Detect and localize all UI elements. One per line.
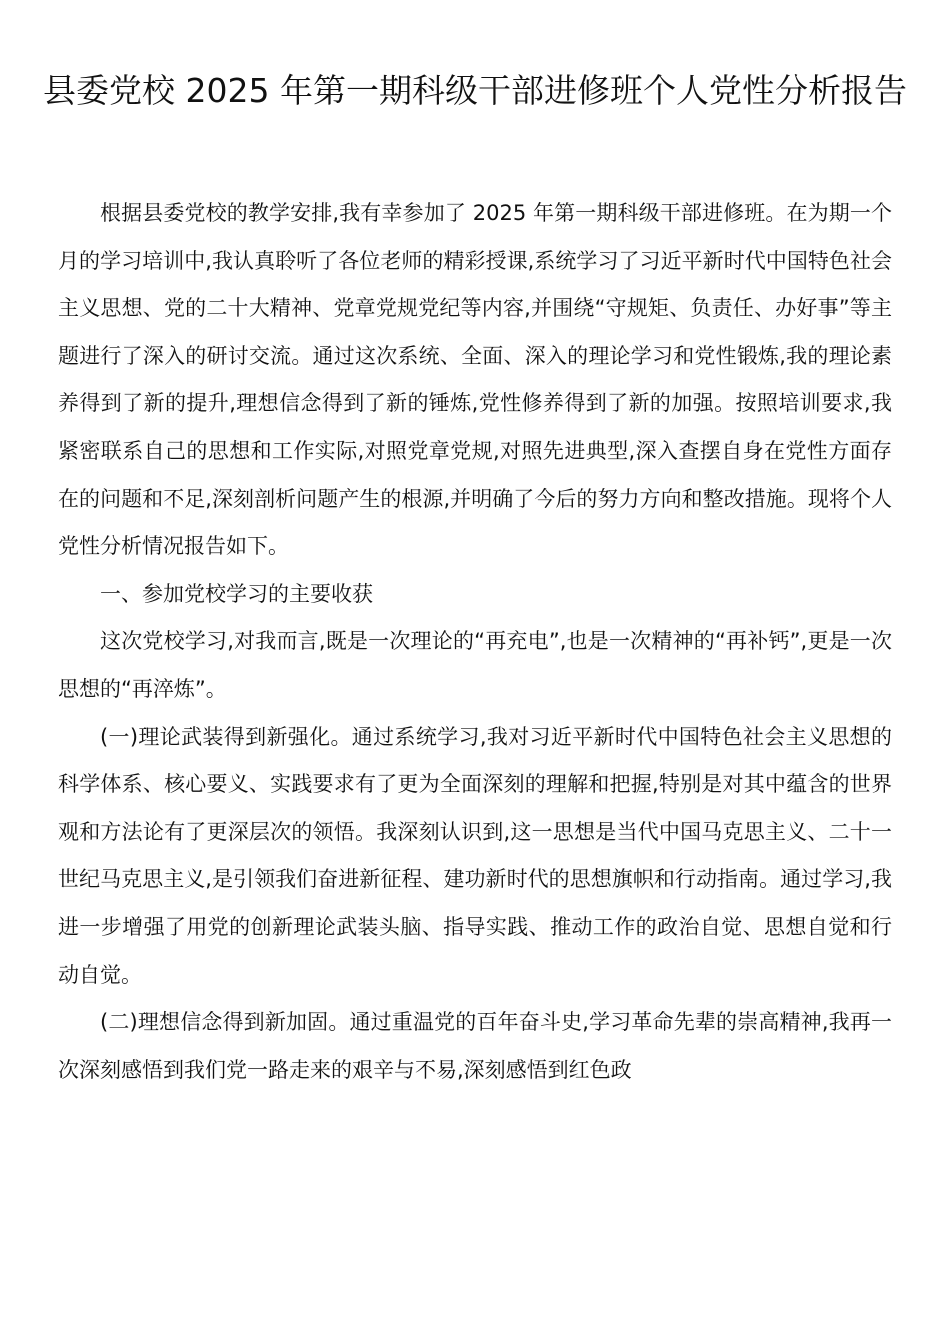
section-intro-paragraph: 这次党校学习,对我而言,既是一次理论的“再充电”,也是一次精神的“再补钙”,更是一次思想的“再淬炼”。 [58,629,892,701]
subsection-belief-paragraph: (二)理想信念得到新加固。通过重温党的百年奋斗史,学习革命先辈的崇高精神,我再一次深刻感悟到我们党一路走来的艰辛与不易,深刻感悟到红色政 [58,1010,892,1082]
document-body [58,190,892,1094]
document-title: 县委党校 2025 年第一期科级干部进修班个人党性分析报告 [43,71,907,110]
subsection-theory-paragraph: (一)理论武装得到新强化。通过系统学习,我对习近平新时代中国特色社会主义思想的科学体系、核心要义、实践要求有了更为全面深刻的理解和把握,特别是对其中蕴含的世界观和方法论有了更深层次的领悟。我深刻认识到,这一思想是当代中国马克思主义、二十一世纪马克思主义,是引领我们奋进新征程、建功新时代的思想旗帜和行动指南。通过学习,我进一步增强了用党的创新理论武装头脑、指导实践、推动工作的政治自觉、思想自觉和行动自觉。 [58,724,892,987]
intro-paragraph: 根据县委党校的教学安排,我有幸参加了 2025 年第一期科级干部进修班。在为期一个月的学习培训中,我认真聆听了各位老师的精彩授课,系统学习了习近平新时代中国特色社会主义思想、党的二十大精神、党章党规党纪等内容,并围绕“守规矩、负责任、办好事”等主题进行了深入的研讨交流。通过这次系统、全面、深入的理论学习和党性锻炼,我的理论素养得到了新的提升,理想信念得到了新的锤炼,党性修养得到了新的加强。按照培训要求,我紧密联系自己的思想和工作实际,对照党章党规,对照先进典型,深入查摆自身在党性方面存在的问题和不足,深刻剖析问题产生的根源,并明确了今后的努力方向和整改措施。现将个人党性分析情况报告如下。 [58,201,892,559]
section-heading: 一、参加党校学习的主要收获 [100,581,373,606]
